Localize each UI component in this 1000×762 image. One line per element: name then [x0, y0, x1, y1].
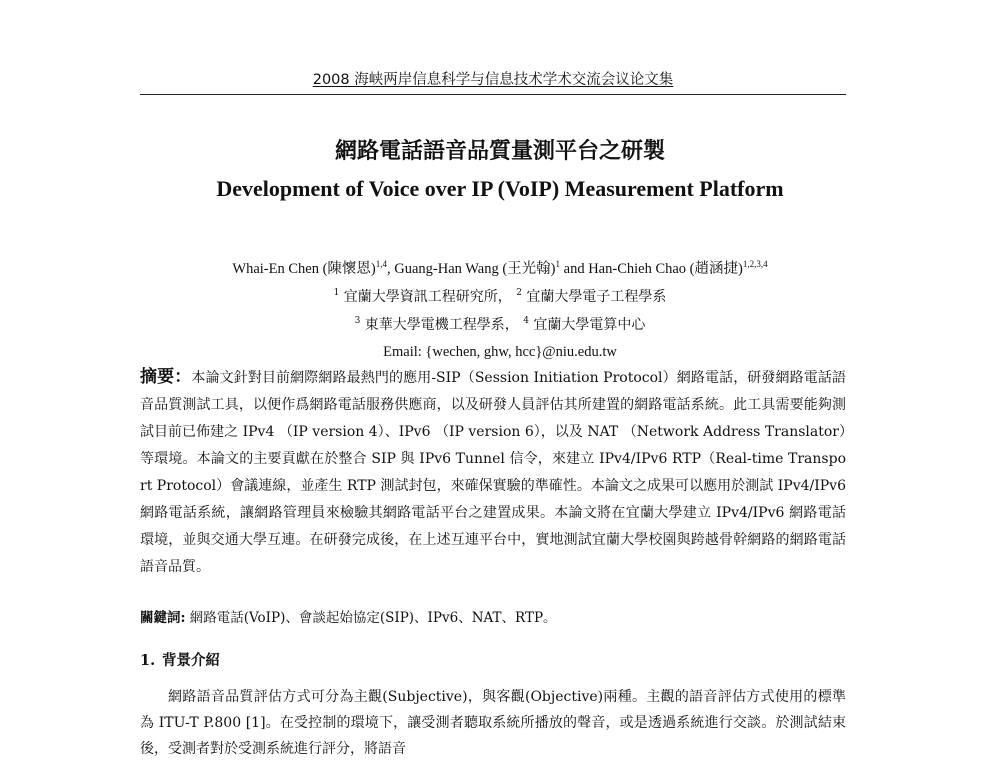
affiliation-line [0, 314, 1000, 336]
author-affiliation-mark: 1,4 [375, 259, 388, 269]
keywords-label: 關鍵詞: [140, 610, 186, 626]
author-separator: and [560, 261, 589, 277]
paper-title-english: Development of Voice over IP (VoIP) Measurement Platform [216, 176, 784, 201]
author-name: Han-Chieh Chao (趙涵捷) [588, 261, 743, 277]
section-number: 1. [140, 652, 156, 669]
author-affiliation-mark: 1 [555, 259, 561, 269]
running-header [140, 68, 846, 95]
section-body-paragraph: 網路語音品質評估方式可分為主觀(Subjective)，與客觀(Objective)兩種。主觀的語音評估方式使用的標準為 ITU-T P.800 [1]。在受控制的環境下，讓受測者聽取系統所播放的聲音，或是透過系統進行交談。於測試結束後，受測者對於受測系統進行評分，將語音 [140, 689, 846, 757]
abstract-text: 本論文針對目前網際網路最熱門的應用-SIP（Session Initiation Protocol）網路電話，研發網路電話語音品質測試工具，以便作爲網路電話服務供應商，以及研發人員評估其所建置的網路電話系統。此工具需要能夠測試目前已佈建之 IPv4 （IP version 4）、IPv6 （IP version 6），以及 NAT （Network Address Translator）等環境。本論文的主要貢獻在於整合 SIP 與 IPv6 Tunnel 信令，來建立 IPv4/IPv6 RTP（Real-time Transport Protocol）會議連線，並產生 RTP 測試封包，來確保實驗的準確性。本論文之成果可以應用於測試 IPv4/IPv6 網路電話系統，讓網路管理員來檢驗其網路電話平台之建置成果。本論文將在宜蘭大學建立 IPv4/IPv6 網路電話環境，並與交通大學互連。在研發完成後，在上述互連平台中，實地測試宜蘭大學校園與跨越骨幹網路的網路電話語音品質。 [140, 370, 846, 575]
affiliation-name: 宜蘭大學資訊工程研究所， [343, 289, 512, 305]
section-title: 背景介紹 [162, 652, 220, 669]
affiliation-mark: 1 [333, 288, 340, 298]
author-list [0, 258, 1000, 280]
affiliation-mark: 3 [354, 316, 361, 326]
keywords-text: 網路電話(VoIP)、會談起始協定(SIP)、IPv6、NAT、RTP。 [185, 610, 557, 626]
author-separator: , [387, 261, 395, 277]
affiliation-line [0, 286, 1000, 308]
section-heading [140, 650, 846, 672]
author-name: Whai-En Chen (陳懷恩) [232, 261, 376, 277]
affiliation-name: 宜蘭大學電算中心 [533, 317, 646, 333]
affiliation-name: 東華大學電機工程學系， [364, 317, 519, 333]
affiliation-mark: 2 [516, 288, 522, 298]
contact-email: Email: {wechen, ghw, hcc}@niu.edu.tw [383, 344, 617, 360]
journal-title: 2008 海峡两岸信息科学与信息技术学术交流会议论文集 [312, 72, 674, 88]
author-affiliation-mark: 1,2,3,4 [742, 259, 768, 269]
keywords-block [140, 606, 846, 630]
affiliation-name: 宜蘭大學電子工程學系 [526, 289, 667, 305]
abstract-label: 摘要： [140, 367, 192, 387]
affiliation-mark: 4 [523, 316, 529, 326]
abstract-block [140, 364, 846, 581]
paper-title-chinese: 網路電話語音品質量測平台之研製 [334, 138, 665, 164]
author-name: Guang-Han Wang (王光翰) [394, 261, 556, 277]
